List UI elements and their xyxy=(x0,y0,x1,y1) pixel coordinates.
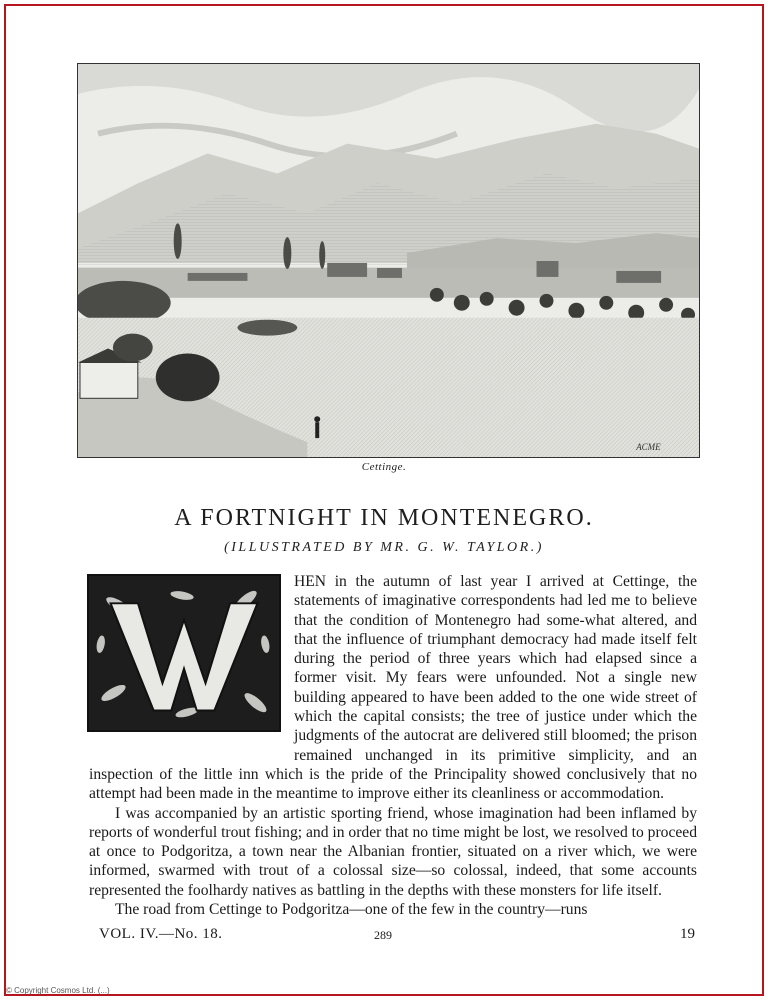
illustration-cettinge xyxy=(77,63,700,458)
paragraph-3: The road from Cettinge to Podgoritza—one of the few in the country—runs xyxy=(115,901,588,919)
article-subtitle: (ILLUSTRATED BY MR. G. W. TAYLOR.) xyxy=(224,540,544,555)
copyright-watermark: © Copyright Cosmos Ltd. (...) xyxy=(6,986,110,995)
page-footer xyxy=(89,926,697,948)
volume-number: VOL. IV.—No. 18. xyxy=(99,926,223,942)
article-body xyxy=(89,572,697,919)
engraving-image xyxy=(78,64,699,457)
signature-mark: 19 xyxy=(680,926,695,942)
illustration-caption: Cettinge. xyxy=(361,461,407,473)
engraver-mark: ACME xyxy=(636,442,661,453)
article-title: A FORTNIGHT IN MONTENEGRO. xyxy=(174,505,594,531)
dropcap-space xyxy=(89,572,294,746)
page-number: 289 xyxy=(374,928,392,942)
paragraph-1: HEN in the autumn of last year I arrived at Cettinge, the statements of imaginative correspondents had led me to believe that the condition of Montenegro had some-what altered, and that the influence of triumphant democracy had made itself felt during the period of three years which had elapsed since a former visit. My fears were unfounded. Not a single new building appeared to have been added to the one wide street of which the capital consists; the tree of justice under which the judgments of the autocrat are delivered still bloomed; the prison remained unchanged in its primitive simplicity, and an inspection of the little inn which is the pride of the Principality showed conclusively that no attempt had been made in the meantime to improve either its cleanliness or accommodation. xyxy=(89,573,697,803)
paragraph-2: I was accompanied by an artistic sporting friend, whose imagination had been inflamed by reports of wonderful trout fishing; and in order that no time might be lost, we resolved to proceed at once to Podgoritza, a town near the Albanian frontier, situated on a river which, we were informed, swarmed with trout of a colossal size—so colossal, indeed, that some accounts represented the foolhardy natives as battling in the depths with these monsters for life itself. xyxy=(89,804,698,899)
